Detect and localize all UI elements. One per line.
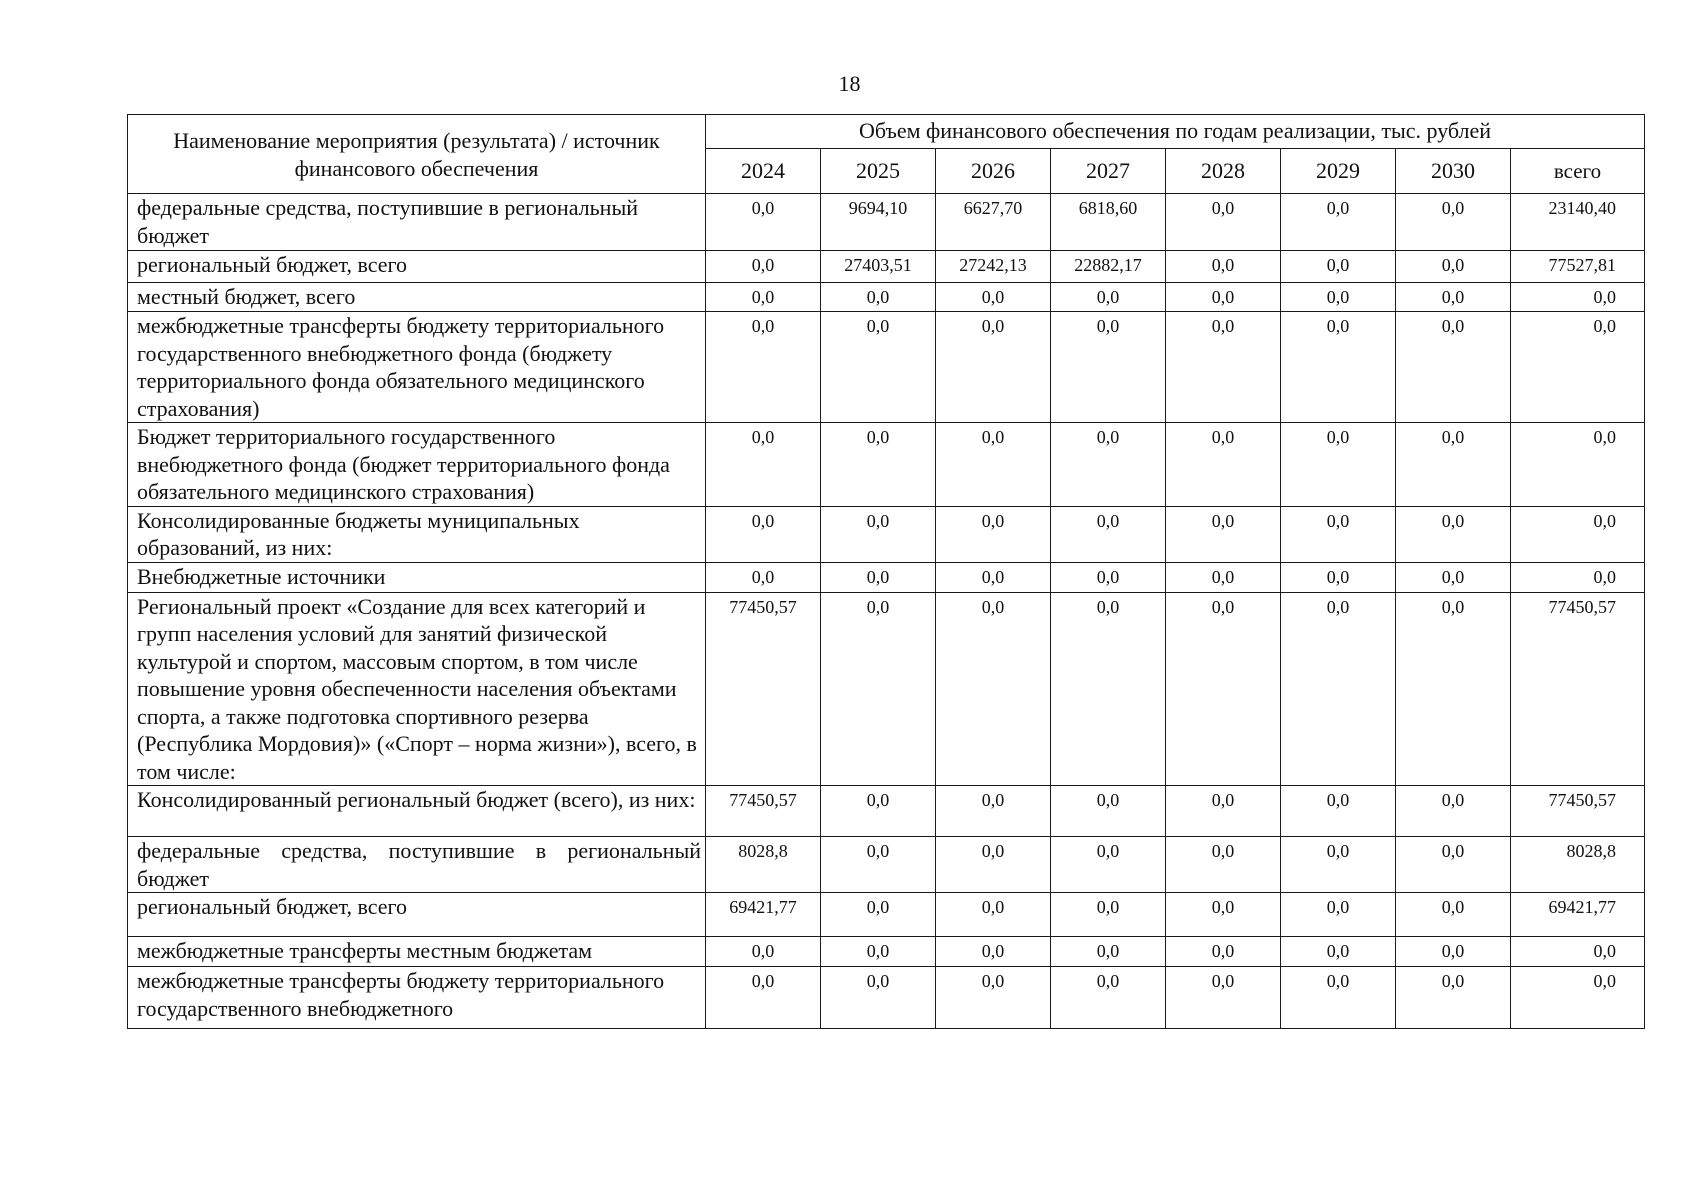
year-value-cell: 0,0	[1166, 937, 1281, 967]
year-value-cell: 22882,17	[1051, 251, 1166, 283]
year-value-cell: 0,0	[1396, 423, 1511, 507]
table-row	[128, 562, 1645, 592]
year-value-cell: 0,0	[1396, 506, 1511, 562]
total-value-cell: 0,0	[1511, 283, 1645, 312]
row-name: Бюджет территориального государственного внебюджетного фонда (бюджет территориального фонда обязательного медицинского страхования)	[128, 423, 706, 507]
year-value-cell: 0,0	[821, 562, 936, 592]
year-value-cell: 0,0	[1281, 592, 1396, 786]
year-value-cell: 0,0	[1396, 937, 1511, 967]
year-value-cell: 0,0	[1281, 967, 1396, 1029]
year-value-cell: 27242,13	[936, 251, 1051, 283]
table-row	[128, 967, 1645, 1029]
year-value-cell: 0,0	[1396, 893, 1511, 937]
year-value-cell: 0,0	[1396, 967, 1511, 1029]
row-name: Консолидированные бюджеты муниципальных образований, из них:	[128, 506, 706, 562]
year-value-cell: 0,0	[936, 837, 1051, 893]
year-value-cell: 0,0	[821, 283, 936, 312]
table-row	[128, 423, 1645, 507]
year-value-cell: 0,0	[1166, 194, 1281, 251]
year-value-cell: 0,0	[1051, 937, 1166, 967]
year-value-cell: 0,0	[1166, 786, 1281, 837]
row-name: региональный бюджет, всего	[128, 251, 706, 283]
year-value-cell: 0,0	[821, 423, 936, 507]
row-name: межбюджетные трансферты местным бюджетам	[128, 937, 706, 967]
year-value-cell: 0,0	[1281, 283, 1396, 312]
table-row	[128, 893, 1645, 937]
year-value-cell: 0,0	[1166, 837, 1281, 893]
year-value-cell: 0,0	[1396, 194, 1511, 251]
year-value-cell: 0,0	[1166, 423, 1281, 507]
year-value-cell: 0,0	[821, 837, 936, 893]
total-value-cell: 0,0	[1511, 312, 1645, 423]
year-value-cell: 0,0	[1281, 506, 1396, 562]
row-name: региональный бюджет, всего	[128, 893, 706, 937]
year-value-cell: 0,0	[936, 312, 1051, 423]
year-value-cell: 0,0	[1396, 837, 1511, 893]
year-value-cell: 0,0	[1396, 251, 1511, 283]
header-row-group	[128, 115, 1645, 149]
header-year: 2024	[706, 149, 821, 194]
year-value-cell: 0,0	[1281, 194, 1396, 251]
table-body	[128, 194, 1645, 1029]
year-value-cell: 69421,77	[706, 893, 821, 937]
year-value-cell: 0,0	[821, 312, 936, 423]
year-value-cell: 0,0	[1051, 283, 1166, 312]
year-value-cell: 0,0	[1396, 592, 1511, 786]
table-row	[128, 592, 1645, 786]
year-value-cell: 0,0	[1281, 251, 1396, 283]
row-name: Консолидированный региональный бюджет (всего), из них:	[128, 786, 706, 837]
year-value-cell: 0,0	[1051, 786, 1166, 837]
year-value-cell: 0,0	[1051, 967, 1166, 1029]
year-value-cell: 0,0	[936, 506, 1051, 562]
year-value-cell: 0,0	[821, 786, 936, 837]
year-value-cell: 0,0	[1051, 837, 1166, 893]
year-value-cell: 0,0	[706, 283, 821, 312]
year-value-cell: 6818,60	[1051, 194, 1166, 251]
table-row	[128, 937, 1645, 967]
year-value-cell: 0,0	[706, 312, 821, 423]
year-value-cell: 0,0	[821, 893, 936, 937]
year-value-cell: 0,0	[821, 592, 936, 786]
year-value-cell: 0,0	[1051, 592, 1166, 786]
header-year: 2029	[1281, 149, 1396, 194]
year-value-cell: 8028,8	[706, 837, 821, 893]
total-value-cell: 69421,77	[1511, 893, 1645, 937]
year-value-cell: 0,0	[706, 967, 821, 1029]
year-value-cell: 27403,51	[821, 251, 936, 283]
year-value-cell: 0,0	[1281, 837, 1396, 893]
financing-table	[127, 114, 1645, 1029]
total-value-cell: 0,0	[1511, 937, 1645, 967]
total-value-cell: 0,0	[1511, 423, 1645, 507]
year-value-cell: 0,0	[821, 506, 936, 562]
header-name: Наименование мероприятия (результата) / источник финансового обеспечения	[128, 115, 706, 194]
year-value-cell: 0,0	[1166, 893, 1281, 937]
header-group: Объем финансового обеспечения по годам реализации, тыс. рублей	[706, 115, 1645, 149]
table-row	[128, 283, 1645, 312]
total-value-cell: 23140,40	[1511, 194, 1645, 251]
total-value-cell: 0,0	[1511, 506, 1645, 562]
total-value-cell: 8028,8	[1511, 837, 1645, 893]
header-year: 2027	[1051, 149, 1166, 194]
header-year: 2030	[1396, 149, 1511, 194]
row-name: местный бюджет, всего	[128, 283, 706, 312]
page-number: 18	[838, 71, 861, 96]
row-name: Региональный проект «Создание для всех категорий и групп населения условий для занятий физической культурой и спортом, массовым спортом, в том числе повышение уровня обеспеченности населения объектами спорта, а также подготовка спортивного резерва (Республика Мордовия)» («Спорт – норма жизни»), всего, в том числе:	[128, 592, 706, 786]
year-value-cell: 0,0	[1166, 967, 1281, 1029]
year-value-cell: 0,0	[1051, 506, 1166, 562]
year-value-cell: 0,0	[936, 562, 1051, 592]
table-row	[128, 837, 1645, 893]
table-row	[128, 251, 1645, 283]
year-value-cell: 0,0	[1051, 562, 1166, 592]
table-row	[128, 506, 1645, 562]
year-value-cell: 0,0	[1281, 312, 1396, 423]
total-value-cell: 0,0	[1511, 967, 1645, 1029]
year-value-cell: 0,0	[706, 937, 821, 967]
total-value-cell: 77527,81	[1511, 251, 1645, 283]
year-value-cell: 0,0	[1166, 312, 1281, 423]
row-name: Внебюджетные источники	[128, 562, 706, 592]
year-value-cell: 0,0	[1281, 423, 1396, 507]
year-value-cell: 0,0	[936, 592, 1051, 786]
year-value-cell: 0,0	[821, 937, 936, 967]
total-value-cell: 0,0	[1511, 562, 1645, 592]
year-value-cell: 6627,70	[936, 194, 1051, 251]
year-value-cell: 0,0	[1166, 251, 1281, 283]
year-value-cell: 0,0	[1396, 312, 1511, 423]
year-value-cell: 0,0	[706, 194, 821, 251]
year-value-cell: 0,0	[1166, 506, 1281, 562]
table-row	[128, 194, 1645, 251]
year-value-cell: 0,0	[1396, 562, 1511, 592]
year-value-cell: 0,0	[706, 506, 821, 562]
year-value-cell: 0,0	[1166, 562, 1281, 592]
row-name: межбюджетные трансферты бюджету территориального государственного внебюджетного	[128, 967, 706, 1029]
year-value-cell: 9694,10	[821, 194, 936, 251]
year-value-cell: 77450,57	[706, 592, 821, 786]
year-value-cell: 0,0	[936, 423, 1051, 507]
header-year: 2028	[1166, 149, 1281, 194]
header-year: 2025	[821, 149, 936, 194]
total-value-cell: 77450,57	[1511, 592, 1645, 786]
total-value-cell: 77450,57	[1511, 786, 1645, 837]
header-year: 2026	[936, 149, 1051, 194]
year-value-cell: 0,0	[936, 786, 1051, 837]
year-value-cell: 0,0	[706, 562, 821, 592]
year-value-cell: 0,0	[1166, 283, 1281, 312]
year-value-cell: 0,0	[936, 893, 1051, 937]
header-total: всего	[1511, 149, 1645, 194]
year-value-cell: 0,0	[1051, 423, 1166, 507]
year-value-cell: 0,0	[1051, 312, 1166, 423]
year-value-cell: 0,0	[1281, 786, 1396, 837]
row-name: межбюджетные трансферты бюджету территориального государственного внебюджетного фонда (бюджету территориального фонда обязательного медицинского страхования)	[128, 312, 706, 423]
year-value-cell: 0,0	[1281, 893, 1396, 937]
year-value-cell: 0,0	[1396, 283, 1511, 312]
year-value-cell: 0,0	[821, 967, 936, 1029]
year-value-cell: 0,0	[1166, 592, 1281, 786]
table-row	[128, 786, 1645, 837]
year-value-cell: 0,0	[1281, 562, 1396, 592]
year-value-cell: 0,0	[706, 251, 821, 283]
year-value-cell: 77450,57	[706, 786, 821, 837]
year-value-cell: 0,0	[1281, 937, 1396, 967]
year-value-cell: 0,0	[936, 937, 1051, 967]
year-value-cell: 0,0	[936, 967, 1051, 1029]
row-name: федеральные средства, поступившие в региональный бюджет	[128, 194, 706, 251]
table-row	[128, 312, 1645, 423]
year-value-cell: 0,0	[1396, 786, 1511, 837]
year-value-cell: 0,0	[706, 423, 821, 507]
year-value-cell: 0,0	[1051, 893, 1166, 937]
year-value-cell: 0,0	[936, 283, 1051, 312]
row-name: федеральные средства, поступившие в региональный бюджет	[128, 837, 706, 893]
